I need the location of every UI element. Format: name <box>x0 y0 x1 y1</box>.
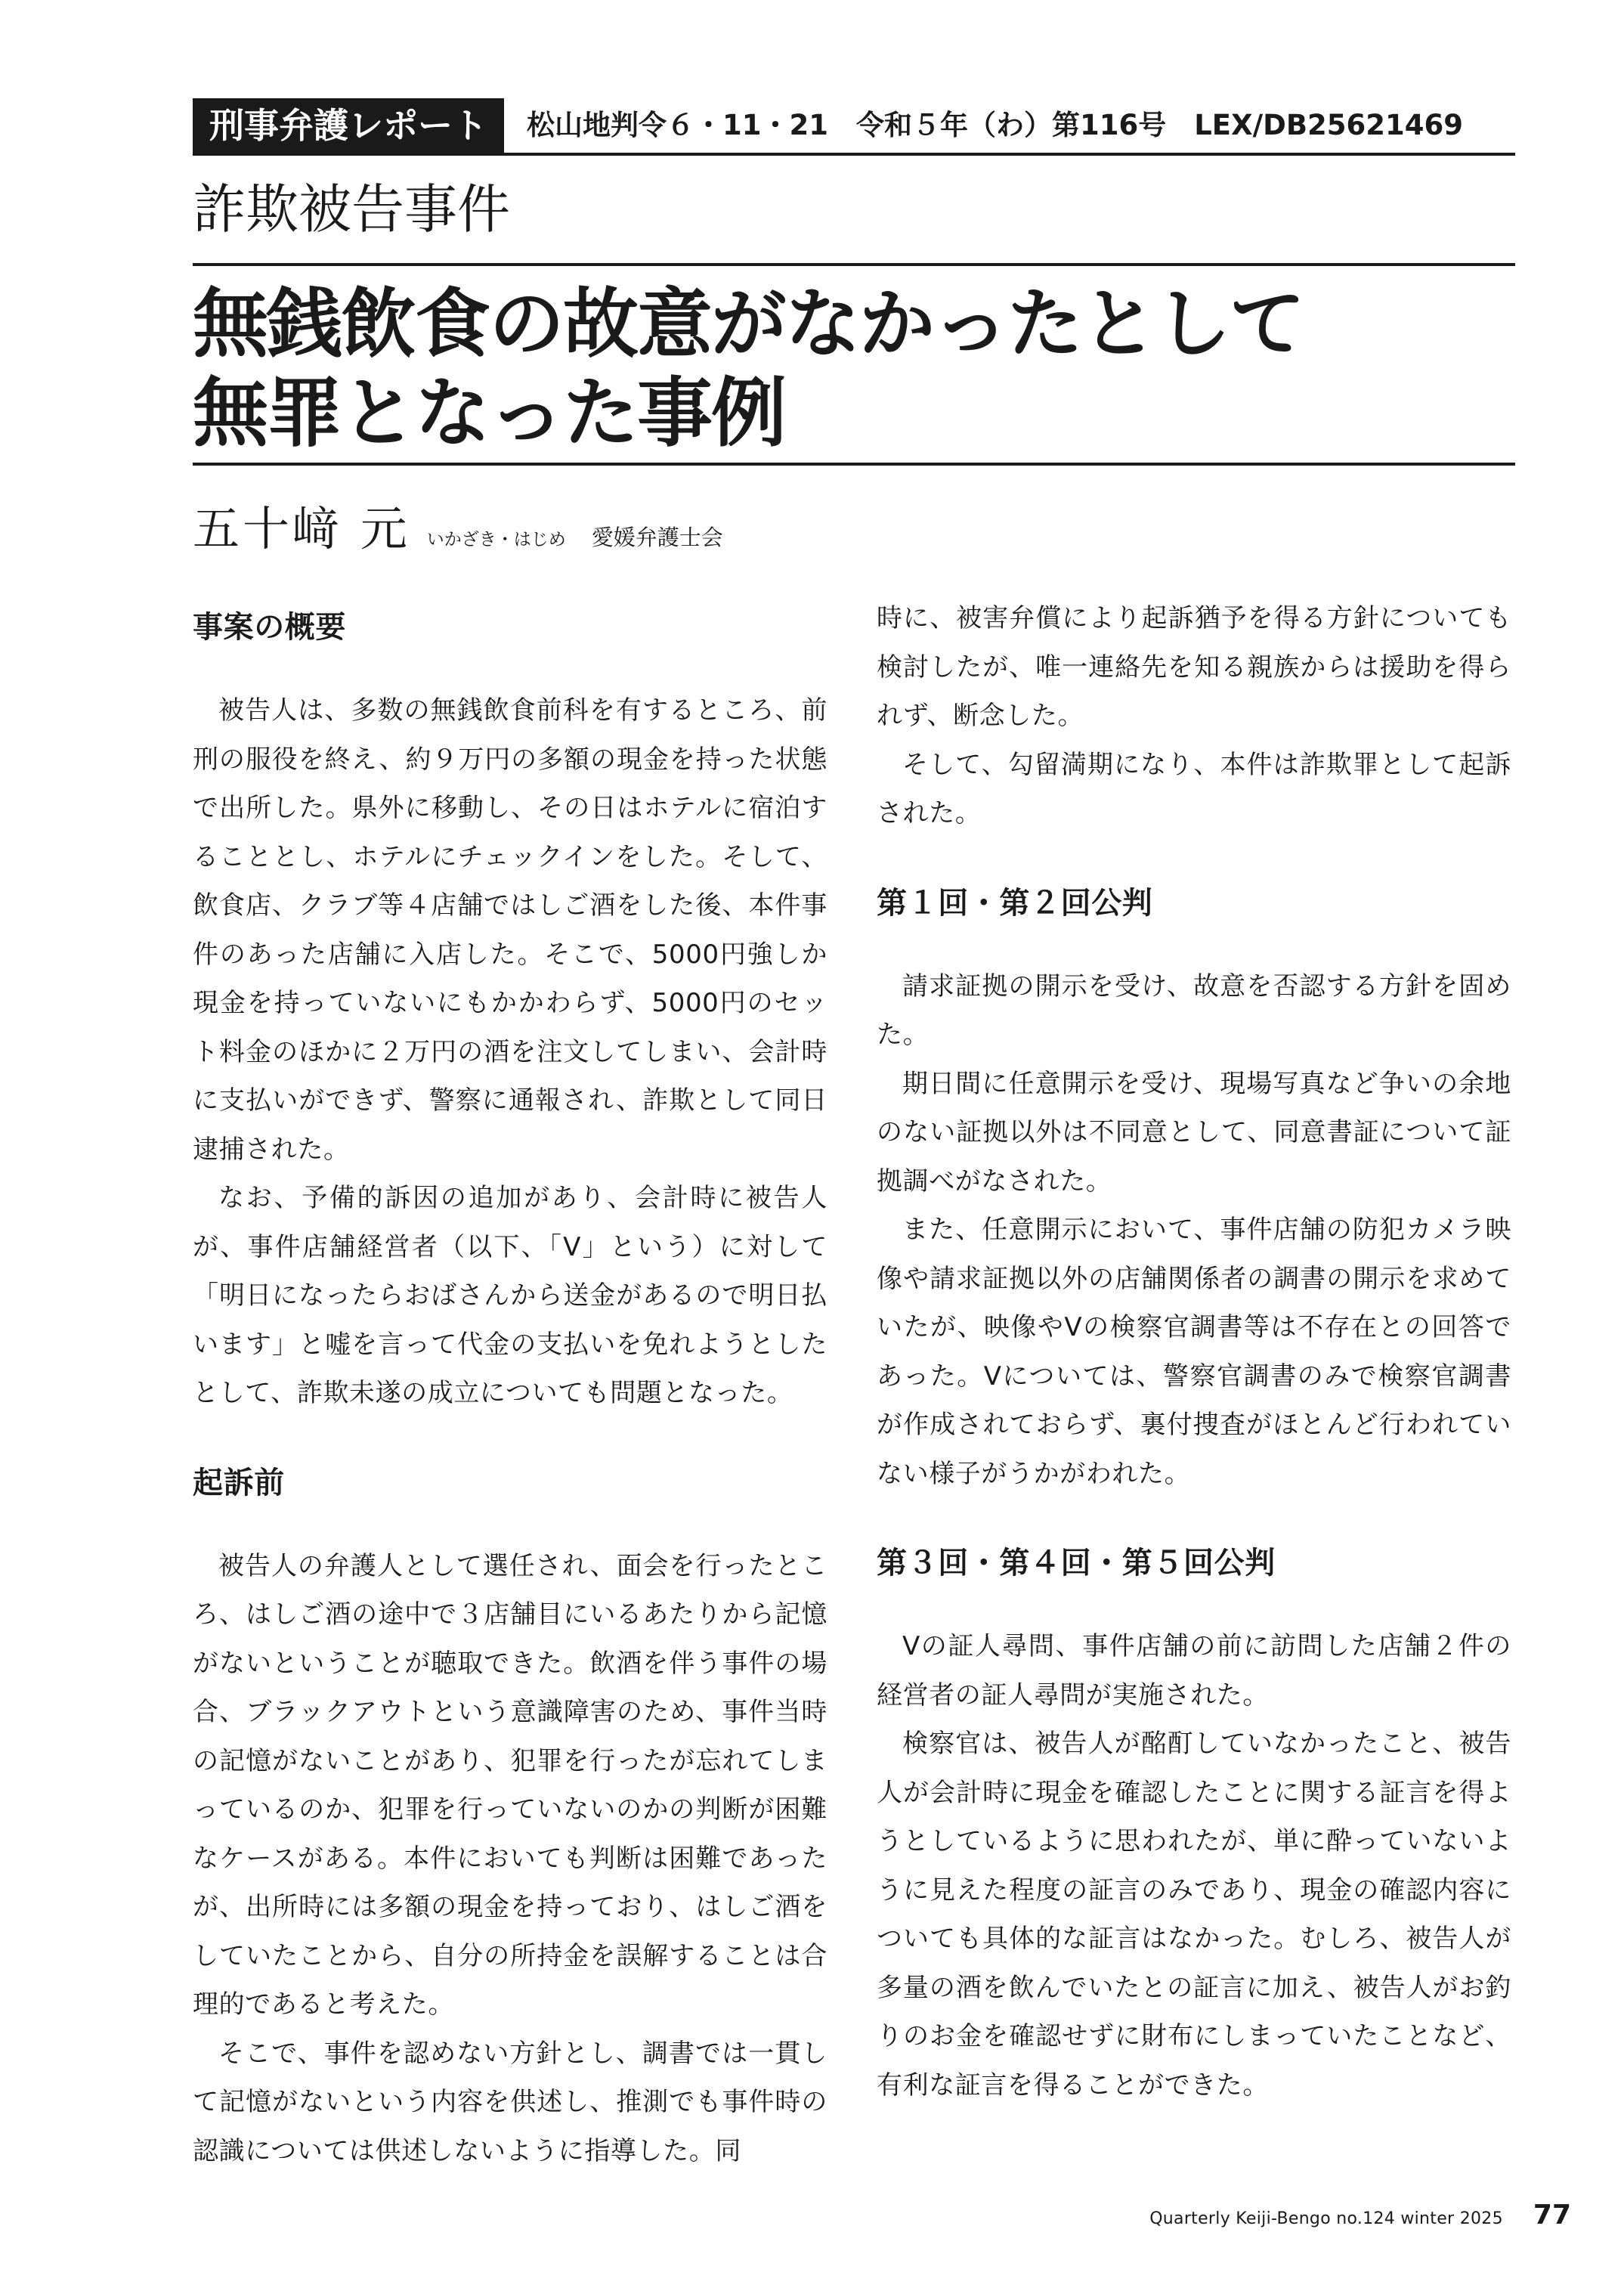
section-heading: 第３回・第４回・第５回公判 <box>877 1546 1276 1580</box>
journal-name: Quarterly Keiji-Bengo no.124 winter 2025 <box>1149 2209 1503 2228</box>
paragraph: そこで、事件を認めない方針とし、調書では一貫して記憶がないという内容を供述し、推測でも事件時の認識については供述しないように指導した。同 <box>193 2038 827 2166</box>
author-name: 五十﨑 元 <box>193 501 410 556</box>
paragraph: 期日間に任意開示を受け、現場写真など争いの余地のない証拠以外は不同意として、同意書証について証拠調べがなされた。 <box>877 1068 1511 1197</box>
paragraph: 請求証拠の開示を受け、故意を否認する方針を固めた。 <box>877 971 1511 1050</box>
case-citation: 松山地判令６・11・21 令和５年（わ）第116号 LEX/DB25621469 <box>527 109 1463 141</box>
report-badge: 刑事弁護レポート <box>193 98 504 153</box>
title-line-1: 無銭飲食の故意がなかったとして <box>193 280 1304 368</box>
divider <box>193 463 1515 466</box>
paragraph: そして、勾留満期になり、本件は詐欺罪として起訴された。 <box>877 749 1511 828</box>
paragraph: 被告人は、多数の無銭飲食前科を有するところ、前刑の服役を終え、約９万円の多額の現金を持った状態で出所した。県外に移動し、その日はホテルに宿泊することとし、ホテルにチェックインをした。そして、飲食店、クラブ等４店舗ではしご酒をした後、本件事件のあった店舗に入店した。そこで、5000円強しか現金を持っていないにもかかわらず、5000円のセット料金のほかに２万円の酒を注文してしまい、会計時に支払いができず、警察に通報され、詐欺として同日逮捕された。 <box>193 695 827 1165</box>
paragraph: 時に、被害弁償により起訴猶予を得る方針についても検討したが、唯一連絡先を知る親族からは援助を得られず、断念した。 <box>877 603 1511 731</box>
right-column <box>877 594 1511 2110</box>
title-line-2: 無罪となった事例 <box>193 369 785 457</box>
left-column <box>193 597 827 2175</box>
case-name: 詐欺被告事件 <box>193 178 510 240</box>
author-affiliation: 愛媛弁護士会 <box>591 525 723 550</box>
page-number: 77 <box>1533 2200 1571 2231</box>
author-reading: いかざき・はじめ <box>426 530 566 550</box>
section-heading: 事案の概要 <box>193 610 346 645</box>
paragraph: Vの証人尋問、事件店舗の前に訪問した店舗２件の経営者の証人尋問が実施された。 <box>877 1631 1511 1710</box>
report-header <box>193 98 1515 156</box>
section-heading: 起訴前 <box>193 1465 285 1500</box>
paragraph: 被告人の弁護人として選任され、面会を行ったところ、はしご酒の途中で３店舗目にいるあたりから記憶がないということが聴取できた。飲酒を伴う事件の場合、ブラックアウトという意識障害のため、事件当時の記憶がないことがあり、犯罪を行ったが忘れてしまっているのか、犯罪を行っていないのかの判断が困難なケースがある。本件においても判断は困難であったが、出所時には多額の現金を持っており、はしご酒をしていたことから、自分の所持金を誤解することは合理的であると考えた。 <box>193 1550 827 2020</box>
section-heading: 第１回・第２回公判 <box>877 885 1153 921</box>
page-footer <box>1149 2200 1571 2231</box>
paragraph: また、任意開示において、事件店舗の防犯カメラ映像や請求証拠以外の店舗関係者の調書の開示を求めていたが、映像やVの検察官調書等は不存在との回答であった。Vについては、警察官調書のみで検察官調書が作成されておらず、裏付捜査がほとんど行われていない様子がうかがわれた。 <box>877 1215 1511 1489</box>
article-title <box>193 280 1515 458</box>
paragraph: なお、予備的訴因の追加があり、会計時に被告人が、事件店舗経営者（以下、「V」という）に対して「明日になったらおばさんから送金があるので明日払います」と嘘を言って代金の支払いを免れようとしたとして、詐欺未遂の成立についても問題となった。 <box>193 1183 827 1408</box>
author-line <box>193 491 723 559</box>
divider <box>193 263 1515 266</box>
paragraph: 検察官は、被告人が酩酊していなかったこと、被告人が会計時に現金を確認したことに関する証言を得ようとしているように思われたが、単に酔っていないように見えた程度の証言のみであり、現金の確認内容についても具体的な証言はなかった。むしろ、被告人が多量の酒を飲んでいたとの証言に加え、被告人がお釣りのお金を確認せずに財布にしまっていたことなど、有利な証言を得ることができた。 <box>877 1729 1511 2101</box>
